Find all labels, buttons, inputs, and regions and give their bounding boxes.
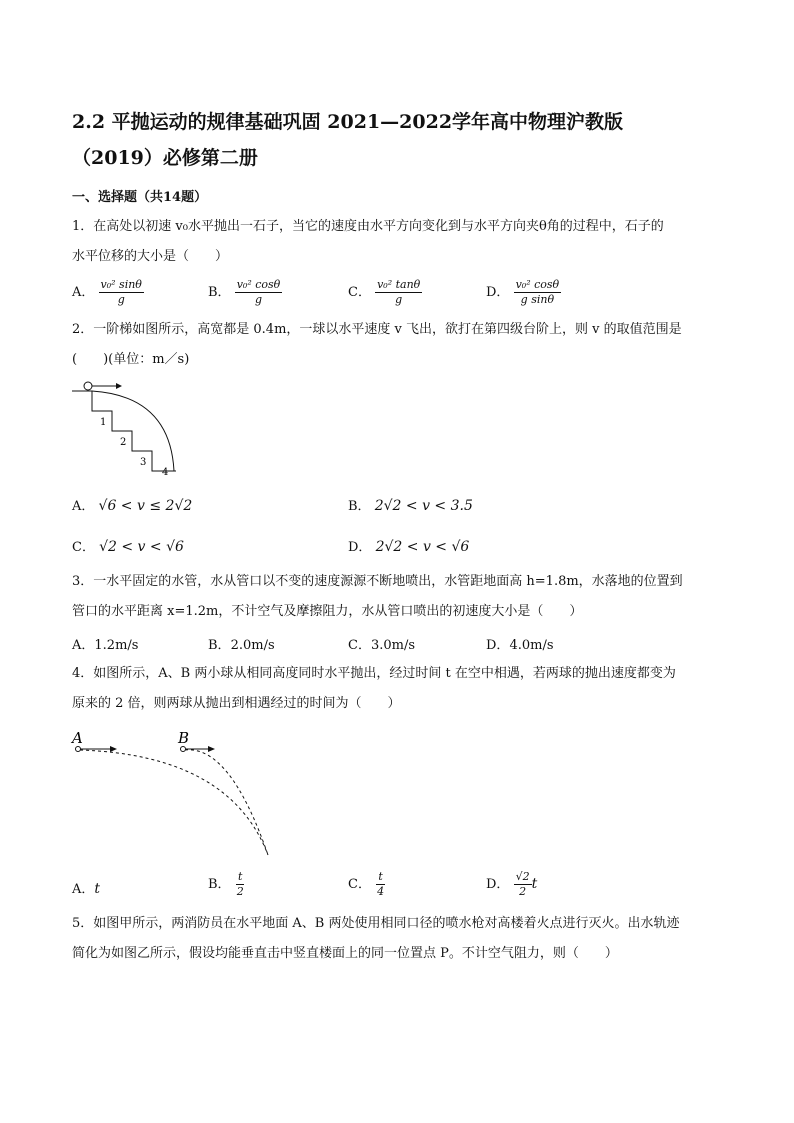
step-label: 4 [162,467,169,476]
ball-a-label: A [72,729,83,747]
q1-option-b: B． $\frac{\text{v₀² cosθ}}{g}$ [208,278,281,306]
q2-option-d: D． 2√2 < v < √6 [348,539,470,555]
q1-option-d: D． $\frac{\text{v₀² cosθ}}{\text{g sinθ}}$ [486,278,560,306]
ball-a-icon [76,747,81,752]
title-line-1: 2.2 平抛运动的规律基础巩固 2021—2022学年高中物理沪教版 [72,111,624,133]
ball-b-label: B [178,729,190,747]
ball-b-arrowhead [208,746,215,752]
ball-b-icon [181,747,186,752]
q4-option-c: C． $\frac{t}{4}$ [348,870,385,898]
q3-option-a: A．1.2m/s [72,638,139,653]
ball-icon [84,382,92,390]
stairs [72,391,176,471]
page-title [72,104,732,176]
step-label: 2 [120,437,127,448]
ball-a-trajectory [80,750,268,855]
title-line-2: （2019）必修第二册 [72,147,258,169]
q4-option-a: A．t [72,881,101,897]
step-label: 3 [140,457,147,468]
q4-line2: 原来的 2 倍，则两球从抛出到相遇经过的时间为（ ） [72,696,401,711]
q1-line1: 1．在高处以初速 v₀水平抛出一石子，当它的速度由水平方向变化到与水平方向夹θ角的过程中，石子的 [72,219,664,234]
q1-option-a: A． $\frac{\text{v₀² sinθ}}{g}$ [72,278,142,306]
q3-option-b: B．2.0m/s [208,638,275,653]
q3-line1: 3．一水平固定的水管，水从管口以不变的速度源源不断地喷出，水管距地面高 h=1.8m，水落地的位置到 [72,574,683,589]
q4-option-d: D． $\frac{√2}{2}$ t [486,870,538,898]
q5-line1: 5．如图甲所示，两消防员在水平地面 A、B 两处使用相同口径的喷水枪对高楼着火点进行灭火。出水轨迹 [72,916,680,931]
q4-line1: 4．如图所示，A、B 两小球从相同高度同时水平抛出，经过时间 t 在空中相遇，若两球的抛出速度都变为 [72,666,676,681]
ball-b-trajectory [185,750,268,855]
section-heading: 一、选择题（共14题） [72,190,208,205]
q3-option-d: D．4.0m/s [486,638,554,653]
q2-option-c: C． √2 < v < √6 [72,539,184,555]
staircase-figure [72,378,182,476]
velocity-arrowhead [116,383,122,389]
q1-option-c: C． $\frac{\text{v₀² tanθ}}{g}$ [348,278,421,306]
trajectory-arc [92,391,174,471]
q2-option-b: B． 2√2 < v < 3.5 [348,498,473,514]
q3-option-c: C．3.0m/s [348,638,416,653]
step-label: 1 [100,417,107,428]
q3-line2: 管口的水平距离 x=1.2m，不计空气及摩擦阻力，水从管口喷出的初速度大小是（ ） [72,604,583,619]
q1-line2: 水平位移的大小是（ ） [72,249,229,264]
q2-line1: 2．一阶梯如图所示，高宽都是 0.4m，一球以水平速度 v 飞出，欲打在第四级台阶上，则 v 的取值范围是 [72,322,682,337]
q4-option-b: B． $\frac{t}{2}$ [208,870,244,898]
q2-option-a: A． √6 < v ≤ 2√2 [72,498,193,514]
projectile-figure [70,725,280,860]
q5-line2: 简化为如图乙所示，假设均能垂直击中竖直楼面上的同一位置点 P。不计空气阻力，则（ ） [72,946,618,961]
q2-line2: ( )(单位：m／s) [72,352,190,367]
ball-a-arrowhead [110,746,117,752]
